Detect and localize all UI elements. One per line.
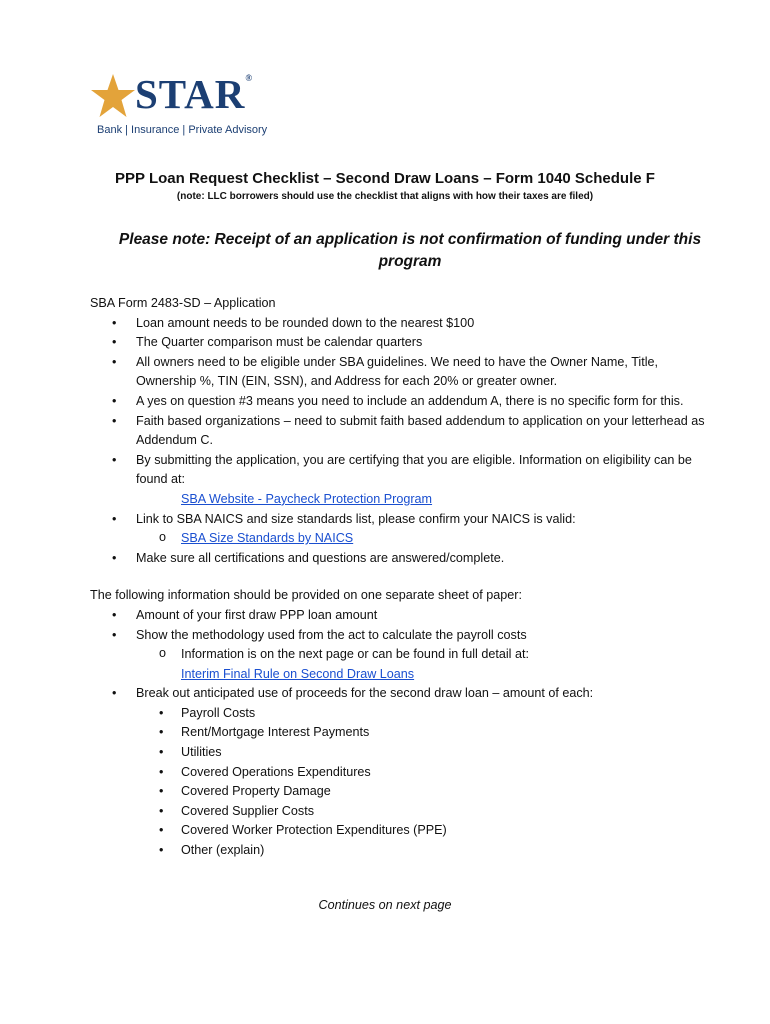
list-item: • By submitting the application, you are certifying that you are eligible. Information on eligibility can be found at: SBA Website - Paycheck Protection Program [90,451,710,510]
logo-tagline: Bank | Insurance | Private Advisory [97,124,268,136]
proceeds-list [181,704,710,861]
proceeds-item: • Payroll Costs [181,704,710,724]
list-item: • The Quarter comparison must be calendar quarters [90,333,710,353]
page-subtitle: (note: LLC borrowers should use the checklist that aligns with how their taxes are filed) [176,191,594,202]
list-item: • Link to SBA NAICS and size standards list, please confirm your NAICS is valid: o SBA Size Standards by NAICS [90,510,710,549]
list-item: • Break out anticipated use of proceeds for the second draw loan – amount of each: • Payroll Costs • Rent/Mortgage Interest Payments • Utilities • Covered Operations Expenditures • Covered Property Damage • Covered Supplier Costs • Covered Worker Protection Expenditures (PPE) • Other (explain) [90,684,710,860]
proceeds-item: • Covered Worker Protection Expenditures (PPE) [181,821,710,841]
section2-list [90,606,710,861]
continues-note: Continues on next page [318,898,452,912]
proceeds-item: • Rent/Mortgage Interest Payments [181,723,710,743]
list-item: • A yes on question #3 means you need to include an addendum A, there is no specific form for this. [90,392,710,412]
checklist-body [90,294,710,861]
proceeds-item: • Covered Operations Expenditures [181,763,710,783]
list-item: • Loan amount needs to be rounded down to the nearest $100 [90,314,710,334]
proceeds-item: • Covered Property Damage [181,782,710,802]
list-item: • Faith based organizations – need to submit faith based addendum to application on your letterhead as Addendum C. [90,412,710,451]
page-title: PPP Loan Request Checklist – Second Draw Loans – Form 1040 Schedule F [115,170,655,187]
list-item: • All owners need to be eligible under SBA guidelines. We need to have the Owner Name, Title, Ownership %, TIN (EIN, SSN), and Address for each 20% or greater owner. [90,353,710,392]
funding-notice: Please note: Receipt of an application is not confirmation of funding under this program [118,231,702,270]
section1-list [90,314,710,569]
proceeds-item: • Utilities [181,743,710,763]
list-item: • Show the methodology used from the act to calculate the payroll costs o Information is on the next page or can be found in full detail at: Interim Final Rule on Second Draw Loans [90,626,710,685]
sba-ppp-link[interactable]: SBA Website - Paycheck Protection Program [181,491,433,506]
interim-rule-link[interactable]: Interim Final Rule on Second Draw Loans [181,666,415,681]
list-item: • Make sure all certifications and questions are answered/complete. [90,549,710,569]
methodology-sub-item: o Information is on the next page or can be found in full detail at: Interim Final Rule on Second Draw Loans [136,645,710,684]
section2-heading: The following information should be provided on one separate sheet of paper: [90,588,522,603]
proceeds-item: • Covered Supplier Costs [181,802,710,822]
section1-heading: SBA Form 2483-SD – Application [90,296,276,310]
proceeds-item: • Other (explain) [181,841,710,861]
star-icon [89,72,137,120]
list-item: • Amount of your first draw PPP loan amount [90,606,710,626]
logo-wordmark: STAR® [135,71,253,117]
star-logo [89,72,269,142]
sba-naics-link[interactable]: SBA Size Standards by NAICS [181,531,354,546]
